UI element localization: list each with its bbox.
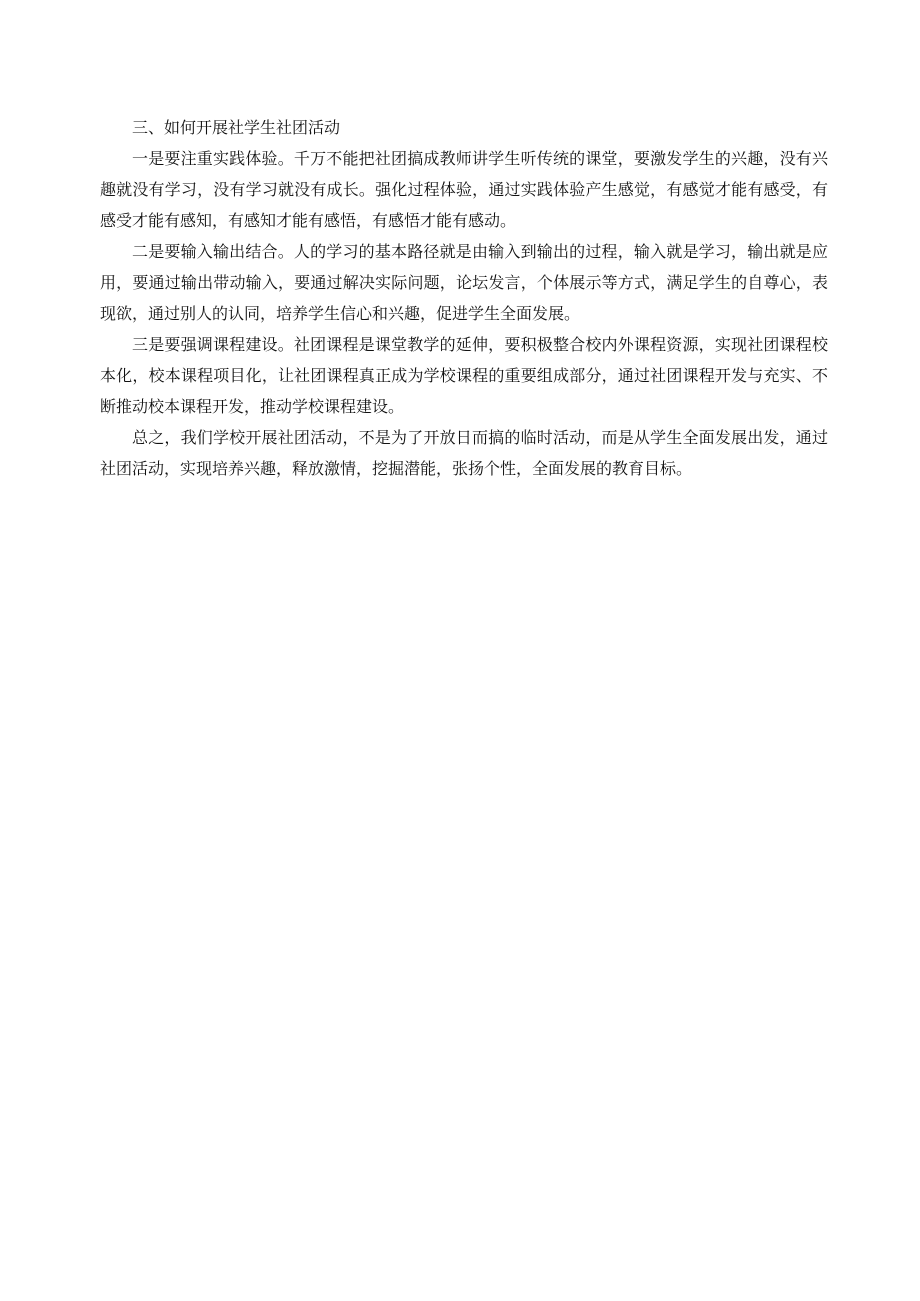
paragraph-practice-experience: 一是要注重实践体验。千万不能把社团搞成教师讲学生听传统的课堂，要激发学生的兴趣，没有兴趣就没有学习，没有学习就没有成长。强化过程体验，通过实践体验产生感觉，有感觉才能有感受，有感受才能有感知，有感知才能有感悟，有感悟才能有感动。	[100, 149, 828, 230]
paragraph-curriculum-building: 三是要强调课程建设。社团课程是课堂教学的延伸，要积极整合校内外课程资源，实现社团课程校本化，校本课程项目化，让社团课程真正成为学校课程的重要组成部分，通过社团课程开发与充实、不断推动校本课程开发，推动学校课程建设。	[100, 335, 828, 416]
paragraph-input-output: 二是要输入输出结合。人的学习的基本路径就是由输入到输出的过程，输入就是学习，输出就是应用，要通过输出带动输入，要通过解决实际问题，论坛发言，个体展示等方式，满足学生的自尊心，表现欲，通过别人的认同，培养学生信心和兴趣，促进学生全面发展。	[100, 242, 828, 323]
section-heading: 三、如何开展社学生社团活动	[132, 118, 341, 137]
document-body	[100, 112, 828, 484]
paragraph-conclusion: 总之，我们学校开展社团活动，不是为了开放日而搞的临时活动，而是从学生全面发展出发，通过社团活动，实现培养兴趣，释放激情，挖掘潜能，张扬个性，全面发展的教育目标。	[100, 428, 828, 478]
